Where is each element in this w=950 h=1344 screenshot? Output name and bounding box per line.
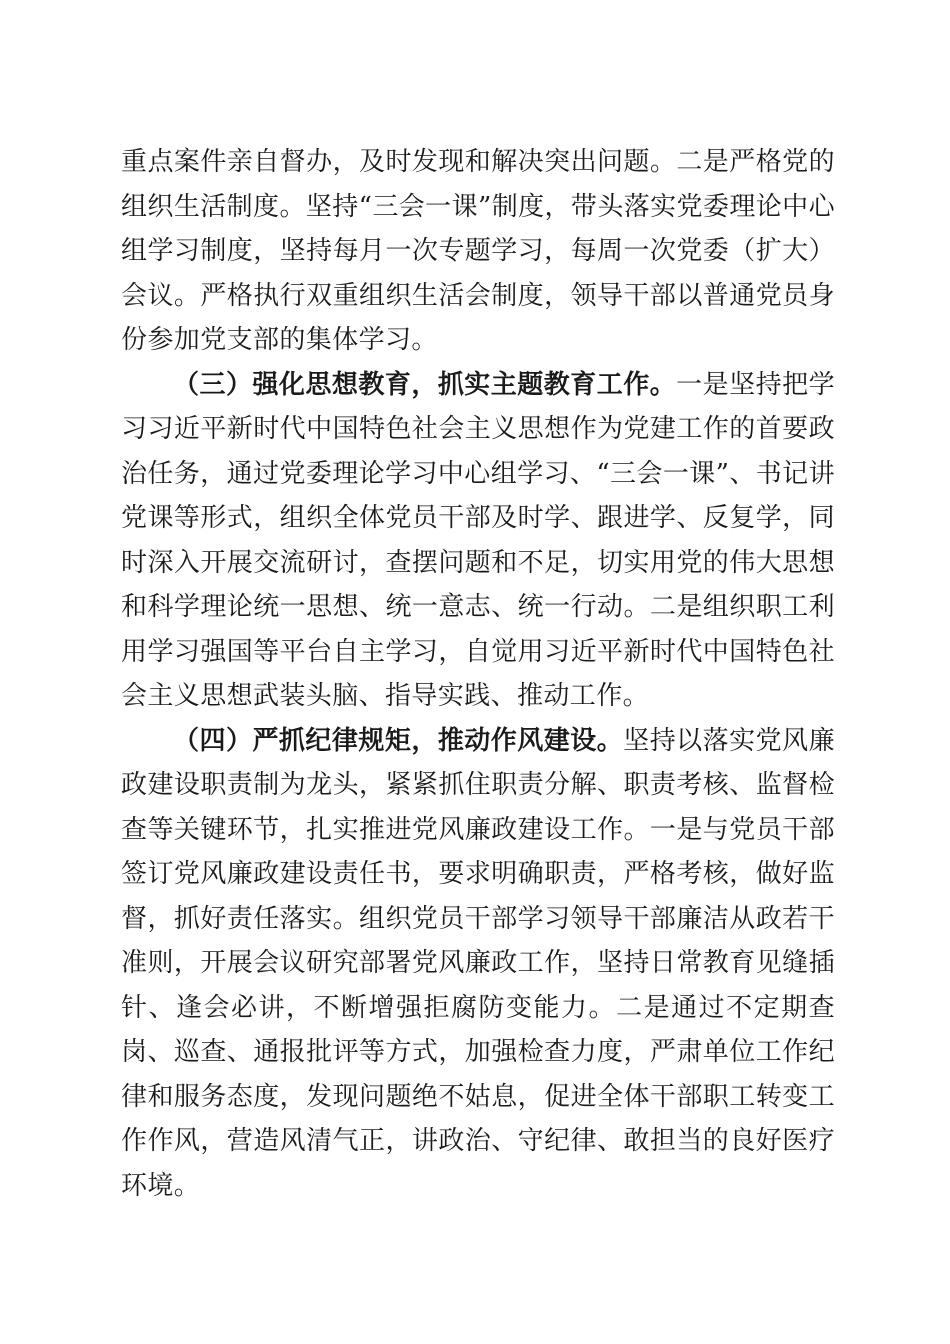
section-four-body-text: 坚持以落实党风廉政建设职责制为龙头，紧紧抓住职责分解、职责考核、监督检查等关键环节，扎实推进党风廉政建设工作。一是与党员干部签订党风廉政建设责任书，要求明确职责，严格考核，做好监督，抓好责任落实。组织党员干部学习领导干部廉洁从政若干准则，开展会议研究部署党风廉政工作，坚持日常教育见缝插针、逢会必讲，不断增强拒腐防变能力。二是通过不定期查岗、巡查、通报批评等方式，加强检查力度，严肃单位工作纪律和服务态度，发现问题绝不姑息，促进全体干部职工转变工作作风，营造风清气正，讲政治、守纪律、敢担当的良好医疗环境。	[121, 725, 835, 1201]
paragraph-continuation	[121, 140, 835, 363]
paragraph-section-four	[121, 719, 835, 1209]
paragraph-body-text: 重点案件亲自督办，及时发现和解决突出问题。二是严格党的组织生活制度。坚持“三会一课”制度，带头落实党委理论中心组学习制度，坚持每月一次专题学习，每周一次党委（扩大）会议。严格执行双重组织生活会制度，领导干部以普通党员身份参加党支部的集体学习。	[121, 147, 835, 355]
section-three-body-text: 一是坚持把学习习近平新时代中国特色社会主义思想作为党建工作的首要政治任务，通过党委理论学习中心组学习、“三会一课”、书记讲党课等形式，组织全体党员干部及时学、跟进学、反复学，同时深入开展交流研讨，查摆问题和不足，切实用党的伟大思想和科学理论统一思想、统一意志、统一行动。二是组织职工利用学习强国等平台自主学习，自觉用习近平新时代中国特色社会主义思想武装头脑、指导实践、推动工作。	[121, 369, 835, 711]
paragraph-section-three	[121, 363, 835, 719]
document-body	[121, 140, 835, 1208]
section-four-heading: （四）严抓纪律规矩，推动作风建设。	[173, 725, 624, 756]
section-three-heading: （三）强化思想教育，抓实主题教育工作。	[173, 369, 677, 400]
